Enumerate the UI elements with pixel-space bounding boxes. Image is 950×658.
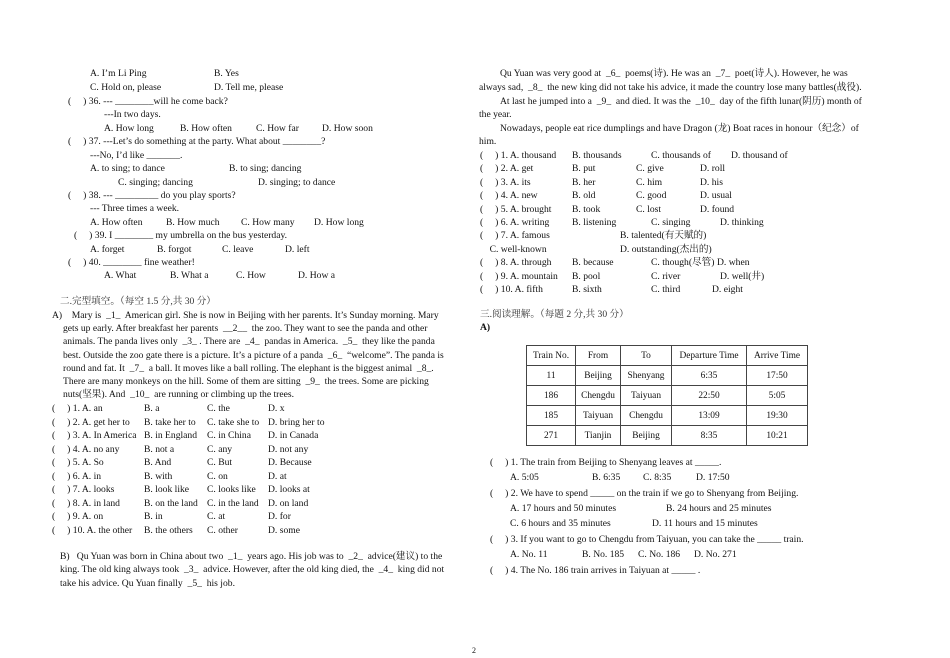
option-choice: C. in the land [207, 497, 259, 509]
option-choice: C. at [207, 511, 226, 522]
table-cell: 17:50 [747, 366, 808, 386]
page-number: 2 [472, 646, 476, 655]
passage-a-line: nuts(坚果). And _10_ are running or climbing up the trees. [63, 389, 295, 400]
option-choice: D. when [717, 257, 750, 269]
passage-b-cont-line: At last he jumped into a _9_ and died. It was the _10_ day of the fifth lunar(阴历) month of [500, 96, 862, 107]
option-choice: C. river [651, 270, 681, 282]
section3-title: 三.阅读理解。（每题 2 分,共 30 分） [480, 309, 629, 320]
q37-option-d: D. singing; to dance [258, 177, 336, 188]
table-cell: Beijing [576, 366, 621, 386]
q40-option-b: B. What a [170, 270, 209, 281]
option-choice: D. thinking [720, 217, 764, 228]
option-choice: D. on land [268, 497, 309, 509]
reading-q2-option-b: B. 24 hours and 25 minutes [666, 503, 772, 514]
table-row [527, 426, 808, 446]
table-header-row [527, 346, 808, 366]
reading-q2-stem: ( ) 2. We have to spend _____ on the train if we go to Shenyang from Beijing. [490, 488, 799, 499]
option-row-lead: C. well-known [480, 243, 547, 255]
option-choice: B. take her to [144, 416, 196, 428]
option-choice: C. any [207, 443, 233, 455]
q37-option-c: C. singing; dancing [118, 177, 193, 188]
option-choice: C. the [207, 403, 230, 414]
passage-b-line: B) Qu Yuan was born in China about two _1_ years ago. His job was to _2_ advice(建议) to the [60, 551, 443, 562]
q38-option-b: B. How much [166, 217, 220, 228]
option-row-lead: ( ) 5. A. So [52, 457, 104, 468]
reading-q2-option-c: C. 6 hours and 35 minutes [510, 518, 611, 529]
passage-a-line: There are many monkeys on the hill. Some of them are sitting _9_ the trees. Some are picking [63, 376, 429, 387]
table-cell: Beijing [621, 426, 672, 446]
q37-option-a: A. to sing; to dance [90, 163, 165, 174]
q40-option-a: A. What [104, 270, 137, 281]
column-header: Departure Time [672, 346, 747, 366]
option-choice: B. the others [144, 524, 193, 536]
reading-q3-stem: ( ) 3. If you want to go to Chengdu from Taiyuan, you can take the _____ train. [490, 534, 804, 545]
option-row-lead: ( ) 10. A. fifth [480, 284, 543, 295]
table-cell: 13:09 [672, 406, 747, 426]
q35-option-c: C. Hold on, please [90, 82, 162, 93]
option-row-lead: ( ) 5. A. brought [480, 203, 552, 215]
option-choice: B. listening [572, 217, 617, 228]
option-choice: D. in Canada [268, 430, 319, 441]
table-row [527, 406, 808, 426]
option-choice: C. third [651, 284, 681, 295]
train-timetable [526, 345, 808, 446]
option-row-lead: ( ) 7. A. famous [480, 230, 550, 242]
passage-a-line: animals. The panda lives only _3_ . There are _4_ pandas in America. _5_ they like the panda [63, 336, 435, 347]
option-choice: C. other [207, 524, 238, 536]
reading-q2-option-d: D. 11 hours and 15 minutes [652, 518, 758, 529]
table-cell: Taiyuan [621, 386, 672, 406]
option-choice: C. on [207, 470, 228, 482]
option-choice: B. in [144, 511, 163, 522]
option-choice: D. some [268, 524, 300, 536]
option-row-lead: ( ) 6. A. in [52, 470, 102, 482]
option-choice: D. usual [700, 190, 732, 202]
reading-q1-option-b: B. 6:35 [592, 472, 621, 483]
option-choice: C. looks like [207, 484, 256, 495]
reading-q3-option-c: C. No. 186 [638, 549, 681, 560]
option-choice: B. because [572, 257, 614, 269]
table-cell: 185 [527, 406, 576, 426]
option-row-lead: ( ) 9. A. on [52, 511, 104, 522]
option-choice: D. not any [268, 443, 309, 455]
option-choice: B. not a [144, 443, 175, 455]
option-choice: C. take she to [207, 416, 260, 428]
option-choice: B. put [572, 163, 596, 175]
option-choice: B. her [572, 176, 596, 188]
option-choice: D. his [700, 176, 723, 188]
passage-b-cont-line: the year. [479, 109, 512, 120]
option-choice: C. thousands of [651, 150, 711, 161]
option-choice: C. lost [636, 203, 662, 215]
q36-option-b: B. How often [180, 123, 232, 134]
passage-b-line: king. The old king always took _3_ advice. However, after the old king died, the _4_ king did not [60, 564, 445, 575]
option-row-lead: ( ) 1. A. thousand [480, 150, 557, 161]
column-header: From [576, 346, 621, 366]
option-choice: B. in England [144, 430, 198, 441]
q38-stem: ( ) 38. --- _________ do you play sports? [68, 190, 236, 201]
table-cell: 11 [527, 366, 576, 386]
table-cell: Chengdu [621, 406, 672, 426]
option-choice: C. good [636, 190, 667, 202]
q39-option-a: A. forget [90, 244, 125, 255]
q38-option-c: C. How many [241, 217, 295, 228]
option-row-lead: ( ) 8. A. in land [52, 497, 120, 509]
option-row-lead: ( ) 3. A. its [480, 176, 531, 188]
option-choice: B. thousands [572, 150, 622, 161]
option-choice: C. give [636, 163, 664, 175]
reading-q1-option-d: D. 17:50 [696, 472, 730, 483]
reading-q1-option-c: C. 8:35 [643, 472, 672, 483]
q38-reply: --- Three times a week. [90, 203, 180, 214]
passage-b-cont-line: always sad, _8_ the new king did not take his advice, it made the country lose many battles(战役). [479, 82, 862, 93]
option-choice: D. thousand of [731, 150, 788, 161]
q39-stem: ( ) 39. I ________ my umbrella on the bus yesterday. [74, 230, 288, 241]
table-cell: 5:05 [747, 386, 808, 406]
q39-option-d: D. left [285, 244, 310, 255]
option-choice: B. on the land [144, 497, 198, 509]
passage-a-line: best. Outside the zoo gate there is a picture. It’s a picture of a panda _6_ “welcome”. The panda is [63, 350, 444, 361]
option-row-lead: ( ) 4. A. new [480, 190, 538, 202]
option-choice: B. talented(有天赋的) [620, 230, 707, 242]
table-cell: 19:30 [747, 406, 808, 426]
option-row-lead: ( ) 1. A. an [52, 403, 103, 414]
option-row-lead: ( ) 10. A. the other [52, 524, 133, 536]
table-cell: 186 [527, 386, 576, 406]
q37-stem: ( ) 37. ---Let’s do something at the party. What about ________? [68, 136, 326, 147]
q36-option-d: D. How soon [322, 123, 373, 134]
passage-a-line: gets up early. After breakfast her parents __2__ the zoo. They want to see the panda and other [63, 323, 428, 334]
table-cell: 10:21 [747, 426, 808, 446]
q38-option-d: D. How long [314, 217, 364, 228]
reading-q3-option-b: B. No. 185 [582, 549, 625, 560]
option-choice: D. Because [268, 457, 312, 468]
option-choice: D. at [268, 470, 287, 482]
option-choice: B. And [144, 457, 172, 468]
column-header: Train No. [527, 346, 576, 366]
table-row [527, 366, 808, 386]
q36-option-c: C. How far [256, 123, 299, 134]
option-choice: D. roll [700, 163, 726, 175]
table-cell: 6:35 [672, 366, 747, 386]
table-cell: Tianjin [576, 426, 621, 446]
q40-stem: ( ) 40. ________ fine weather! [68, 257, 195, 268]
reading-q1-stem: ( ) 1. The train from Beijing to Shenyang leaves at _____. [490, 457, 722, 468]
option-choice: B. a [144, 403, 160, 414]
q35-option-b: B. Yes [214, 68, 239, 79]
option-choice: C. in China [207, 430, 251, 441]
option-choice: D. well(井) [720, 270, 765, 282]
reading-q1-option-a: A. 5:05 [510, 472, 539, 483]
q36-option-a: A. How long [104, 123, 154, 134]
option-row-lead: ( ) 8. A. through [480, 257, 552, 269]
option-row-lead: ( ) 4. A. no any [52, 443, 120, 455]
table-cell: 22:50 [672, 386, 747, 406]
q37-reply: ---No, I’d like _______. [90, 150, 183, 161]
option-choice: B. pool [572, 270, 601, 282]
q40-option-d: D. How a [298, 270, 336, 281]
column-header: To [621, 346, 672, 366]
column-header: Arrive Time [747, 346, 808, 366]
q39-option-c: C. leave [222, 244, 254, 255]
option-choice: B. took [572, 203, 601, 215]
q36-reply: ---In two days. [104, 109, 161, 120]
option-choice: B. look like [144, 484, 190, 495]
q39-option-b: B. forgot [157, 244, 192, 255]
option-choice: C. though(尽管) [651, 257, 715, 269]
option-row-lead: ( ) 6. A. writing [480, 217, 550, 228]
q35-option-a: A. I’m Li Ping [90, 68, 147, 79]
option-choice: D. looks at [268, 484, 310, 495]
passage-b-cont-line: Nowadays, people eat rice dumplings and have Dragon (龙) Boat races in honour（纪念）of [500, 123, 859, 134]
q36-stem: ( ) 36. --- ________will he come back? [68, 96, 228, 107]
option-choice: D. bring her to [268, 416, 325, 428]
table-cell: Shenyang [621, 366, 672, 386]
q35-option-d: D. Tell me, please [214, 82, 284, 93]
option-choice: D. x [268, 403, 285, 414]
option-choice: C. But [207, 457, 233, 468]
reading-q4-stem: ( ) 4. The No. 186 train arrives in Taiyuan at _____ . [490, 565, 701, 576]
passage-a-line: round and fat. It _7_ a ball. It moves like a ball rolling. The elephant is the biggest animal _8_. [63, 363, 434, 374]
section2-title: 二.完型填空。（每空 1.5 分,共 30 分） [60, 296, 216, 307]
table-row [527, 386, 808, 406]
reading-q2-option-a: A. 17 hours and 50 minutes [510, 503, 617, 514]
option-choice: D. outstanding(杰出的) [620, 243, 712, 255]
option-choice: B. with [144, 470, 173, 482]
passage-b-cont-line: Qu Yuan was very good at _6_ poems(诗). He was an _7_ poet(诗人). However, he was [500, 68, 848, 79]
option-row-lead: ( ) 2. A. get her to [52, 416, 130, 428]
table-cell: Chengdu [576, 386, 621, 406]
option-row-lead: ( ) 3. A. In America [52, 430, 137, 441]
option-choice: D. for [268, 511, 291, 522]
reading-q3-option-d: D. No. 271 [694, 549, 737, 560]
table-cell: Taiyuan [576, 406, 621, 426]
table-cell: 8:35 [672, 426, 747, 446]
q38-option-a: A. How often [90, 217, 143, 228]
option-choice: C. him [636, 176, 663, 188]
passage-b-cont-line: him. [479, 136, 497, 147]
part-a-label: A) [480, 322, 491, 333]
option-choice: B. old [572, 190, 596, 202]
option-choice: D. eight [712, 284, 743, 295]
option-choice: B. sixth [572, 284, 602, 295]
option-row-lead: ( ) 9. A. mountain [480, 270, 558, 282]
passage-a-line: A) Mary is _1_ American girl. She is now in Beijing with her parents. It’s Sunday morning. Mary [52, 310, 439, 321]
table-cell: 271 [527, 426, 576, 446]
q40-option-c: C. How [236, 270, 266, 281]
option-choice: D. found [700, 203, 735, 215]
reading-q3-option-a: A. No. 11 [510, 549, 548, 560]
option-row-lead: ( ) 7. A. looks [52, 484, 115, 495]
option-choice: C. singing [651, 217, 691, 228]
option-row-lead: ( ) 2. A. get [480, 163, 534, 175]
q37-option-b: B. to sing; dancing [229, 163, 302, 174]
passage-b-line: take his advice. Qu Yuan finally _5_ his job. [60, 578, 235, 589]
